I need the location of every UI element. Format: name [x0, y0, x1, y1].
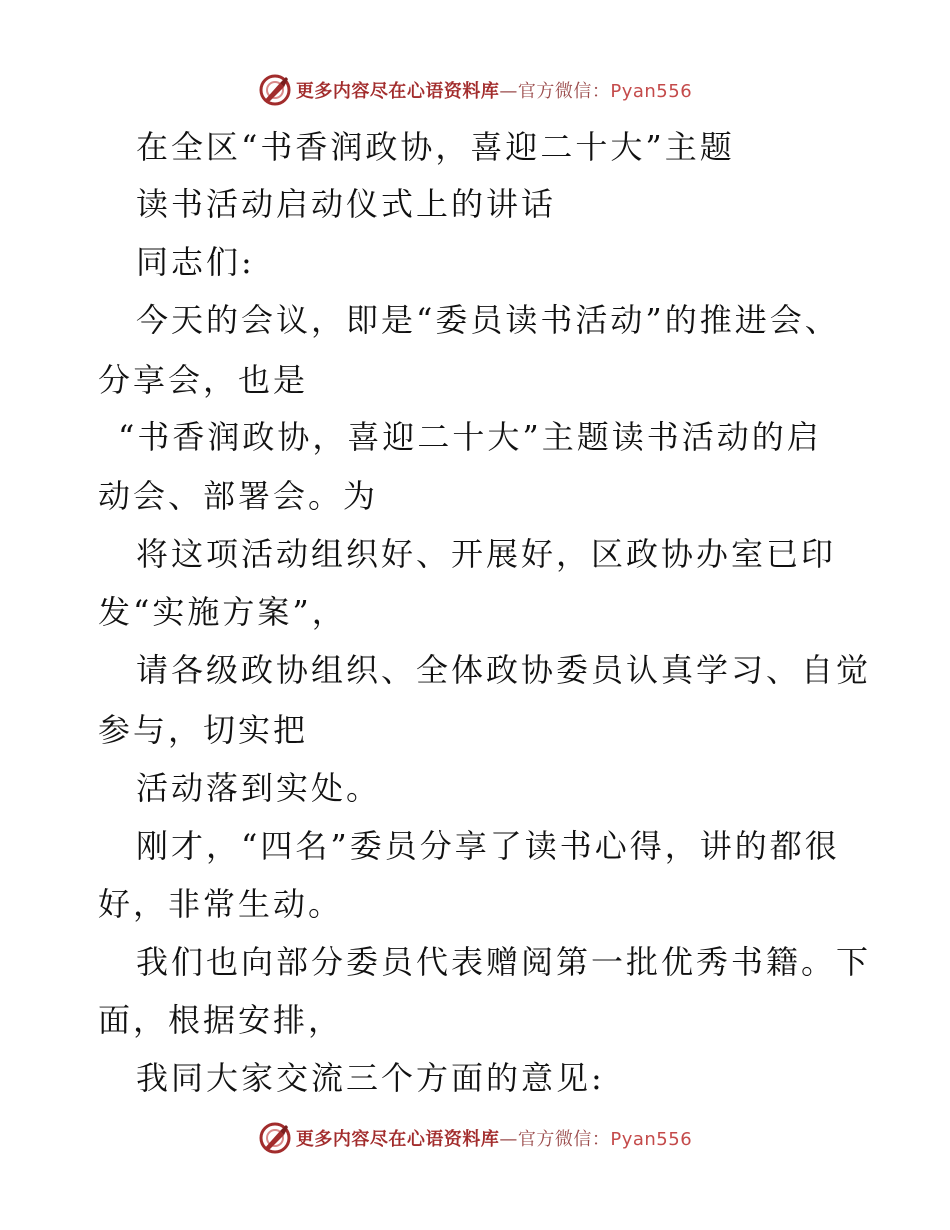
banner-brand: 更多内容尽在心语资料库	[295, 81, 500, 102]
banner-brand: 更多内容尽在心语资料库	[295, 1129, 500, 1150]
doc-line-9: 发“实施方案”，	[98, 593, 347, 631]
banner-wechat-handle: Pyan556	[610, 81, 693, 102]
doc-line-7: 动会、部署会。为	[98, 477, 379, 515]
banner-separator: —	[499, 1129, 518, 1150]
footer-banner	[0, 1118, 950, 1158]
doc-line-6: “书香润政协，喜迎二十大”主题读书活动的启	[118, 418, 822, 456]
header-banner	[0, 70, 950, 110]
pen-logo-icon	[258, 1121, 292, 1155]
doc-line-11: 参与，切实把	[98, 711, 309, 749]
doc-line-10: 请各级政协组织、全体政协委员认真学习、自觉	[136, 651, 872, 689]
banner-wechat-label: 官方微信：	[517, 81, 611, 102]
banner-wechat-label: 官方微信：	[517, 1129, 611, 1150]
doc-line-5: 分享会，也是	[98, 361, 309, 399]
doc-line-8: 将这项活动组织好、开展好，区政协办室已印	[136, 535, 837, 573]
banner-separator: —	[499, 81, 518, 102]
banner-text	[296, 1125, 692, 1151]
doc-line-15: 我们也向部分委员代表赠阅第一批优秀书籍。下	[136, 943, 872, 981]
doc-line-17: 我同大家交流三个方面的意见:	[136, 1059, 605, 1097]
banner-text	[296, 77, 692, 103]
doc-line-3: 同志们:	[136, 243, 255, 281]
doc-line-14: 好，非常生动。	[98, 885, 344, 923]
doc-line-16: 面，根据安排，	[98, 1001, 344, 1039]
doc-line-4: 今天的会议，即是“委员读书活动”的推进会、	[136, 301, 840, 339]
pen-logo-icon	[258, 73, 292, 107]
doc-line-12: 活动落到实处。	[136, 769, 382, 807]
doc-line-2: 读书活动启动仪式上的讲话	[136, 185, 557, 223]
doc-line-1: 在全区“书香润政协，喜迎二十大”主题	[136, 128, 735, 166]
doc-line-13: 刚才，“四名”委员分享了读书心得，讲的都很	[136, 827, 840, 865]
banner-wechat-handle: Pyan556	[610, 1129, 693, 1150]
